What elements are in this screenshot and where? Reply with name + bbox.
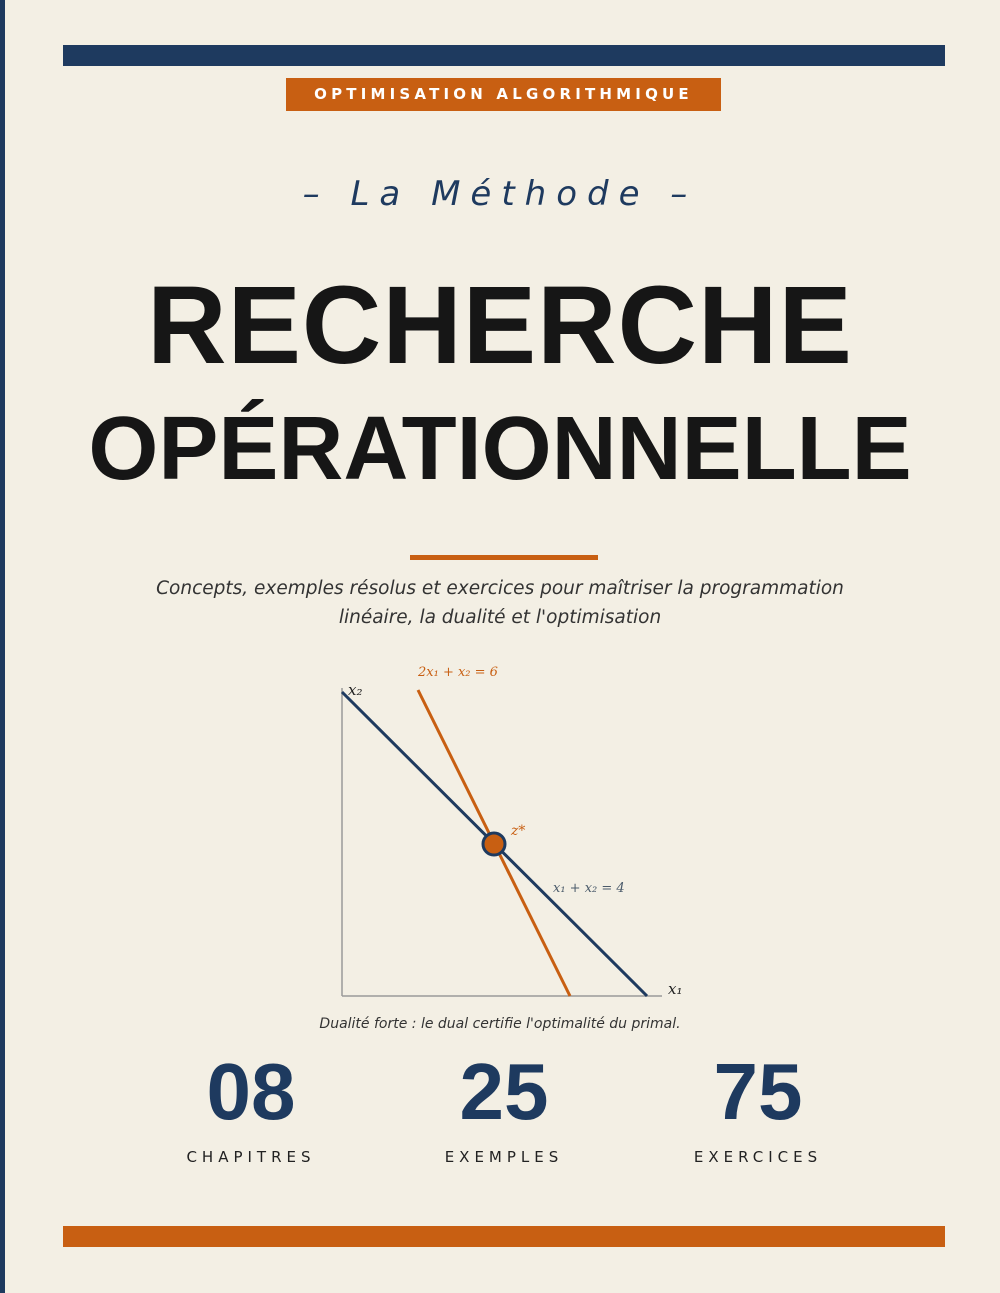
y-axis-label: x₂ <box>348 681 363 699</box>
orange-line-label: 2x₁ + x₂ = 6 <box>418 665 498 680</box>
pretitle: – La Méthode – <box>302 174 698 214</box>
x-axis-label: x₁ <box>668 980 683 998</box>
stat-label: EXERCICES <box>693 1148 823 1166</box>
optimum-label: z* <box>511 823 526 839</box>
diagram-caption: Dualité forte : le dual certifie l'optimalité du primal. <box>319 1016 681 1032</box>
series-badge: OPTIMISATION ALGORITHMIQUE <box>286 78 721 111</box>
stat-exercises <box>638 1047 878 1166</box>
stat-label: EXEMPLES <box>444 1148 564 1166</box>
stat-examples <box>384 1047 624 1166</box>
subtitle-line-2: linéaire, la dualité et l'optimisation <box>338 607 662 628</box>
bottom-orange-bar <box>63 1226 945 1247</box>
stat-number: 08 <box>206 1047 296 1136</box>
title-line-2: OPÉRATIONNELLE <box>88 399 912 499</box>
stat-chapters <box>131 1047 371 1166</box>
stat-number: 25 <box>459 1047 549 1136</box>
subtitle-line-1: Concepts, exemples résolus et exercices pour maîtriser la programmation <box>156 578 844 599</box>
title-line-1: RECHERCHE <box>147 264 853 387</box>
accent-rule <box>410 555 598 560</box>
optimum-point <box>483 833 505 855</box>
stat-label: CHAPITRES <box>186 1148 316 1166</box>
lp-diagram <box>300 650 700 1010</box>
navy-line-label: x₁ + x₂ = 4 <box>553 881 625 896</box>
stat-number: 75 <box>713 1047 803 1136</box>
subtitle <box>120 574 880 632</box>
top-navy-bar <box>63 45 945 66</box>
